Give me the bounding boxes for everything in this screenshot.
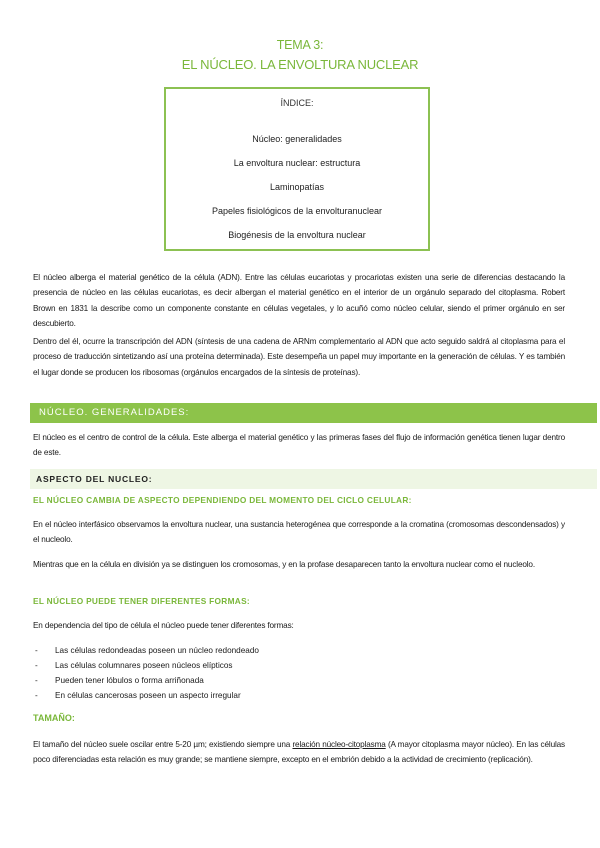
aspecto-subheading-ciclo: EL NÚCLEO CAMBIA DE ASPECTO DEPENDIENDO DEL MOMENTO DEL CICLO CELULAR: <box>33 495 412 505</box>
tamano-paragraph <box>33 737 565 768</box>
list-item-text: En células cancerosas poseen un aspecto irregular <box>55 691 241 700</box>
index-heading: ÍNDICE: <box>280 98 314 108</box>
bullet-marker: - <box>35 646 38 655</box>
section-heading-generalidades: NÚCLEO. GENERALIDADES: <box>30 403 597 423</box>
index-item: Papeles fisiológicos de la envolturanuclear <box>211 206 383 216</box>
list-item <box>33 688 553 703</box>
index-box <box>164 87 430 251</box>
index-item: Núcleo: generalidades <box>252 134 342 144</box>
formas-intro: En dependencia del tipo de célula el núcleo puede tener diferentes formas: <box>33 621 294 630</box>
list-item <box>33 673 553 688</box>
index-item: Biogénesis de la envoltura nuclear <box>228 230 366 240</box>
intro-paragraph-1: El núcleo alberga el material genético de la célula (ADN). Entre las células eucariotas y procariotas existen una serie de diferencias destacando la presencia de núcleo en las células eucariotas, es decir albergan el material genético en el interior de un orgánulo separado del citoplasma. Robert Brown en 1831 la describe como un componente constante en células vegetales, y lo acuñó como núcleo celular, siendo el primer orgánulo en ser descubierto. <box>33 273 565 328</box>
tamano-underlined-term: relación núcleo-citoplasma <box>292 740 386 749</box>
index-item: Laminopatías <box>269 182 325 192</box>
aspecto-paragraph-1: En el núcleo interfásico observamos la envoltura nuclear, una sustancia heterogénea que corresponde a la cromatina (cromosomas descondensados) y el nucleolo. <box>33 520 565 545</box>
tamano-text-start: El tamaño del núcleo suele oscilar entre 5-20 µm; existiendo siempre una <box>33 740 293 749</box>
aspecto-subheading-formas: EL NÚCLEO PUEDE TENER DIFERENTES FORMAS: <box>33 596 250 606</box>
index-item: La envoltura nuclear: estructura <box>233 158 361 168</box>
topic-number: TEMA 3: <box>276 38 324 52</box>
bullet-marker: - <box>35 691 38 700</box>
generalidades-paragraph: El núcleo es el centro de control de la célula. Este alberga el material genético y las primeras fases del flujo de información genética tienen lugar dentro de este. <box>33 433 565 458</box>
list-item-text: Las células columnares poseen núcleos elípticos <box>55 661 233 670</box>
bullet-marker: - <box>35 661 38 670</box>
tamano-heading: TAMAÑO: <box>33 713 75 723</box>
bullet-marker: - <box>35 676 38 685</box>
list-item-text: Pueden tener lóbulos o forma arriñonada <box>55 676 204 685</box>
list-item <box>33 643 553 658</box>
list-item-text: Las células redondeadas poseen un núcleo redondeado <box>55 646 259 655</box>
formas-list <box>33 643 553 703</box>
list-item <box>33 658 553 673</box>
tamano-text-end: (A mayor citoplasma mayor núcleo). En las células poco diferenciadas esta relación es muy grande; se mantiene siempre, excepto en el embrión debido a la actividad de crecimiento (replicación). <box>33 740 565 765</box>
page-title: EL NÚCLEO. LA ENVOLTURA NUCLEAR <box>181 57 419 72</box>
aspecto-paragraph-2: Mientras que en la célula en división ya se distinguen los cromosomas, y en la profase desaparecen tanto la envoltura nuclear como el nucleolo. <box>33 560 535 569</box>
subsection-heading-aspecto: ASPECTO DEL NUCLEO: <box>30 469 597 489</box>
intro-paragraph-2: Dentro del él, ocurre la transcripción del ADN (síntesis de una cadena de ARNm complementario al ADN que acto seguido saldrá al citoplasma para el proceso de traducción sintetizando así una proteína determinada). Este desempeña un papel muy importante en la generación de células. Y es también el lugar donde se producen los ribosomas (orgánulos encargados de la síntesis de proteínas). <box>33 337 565 377</box>
